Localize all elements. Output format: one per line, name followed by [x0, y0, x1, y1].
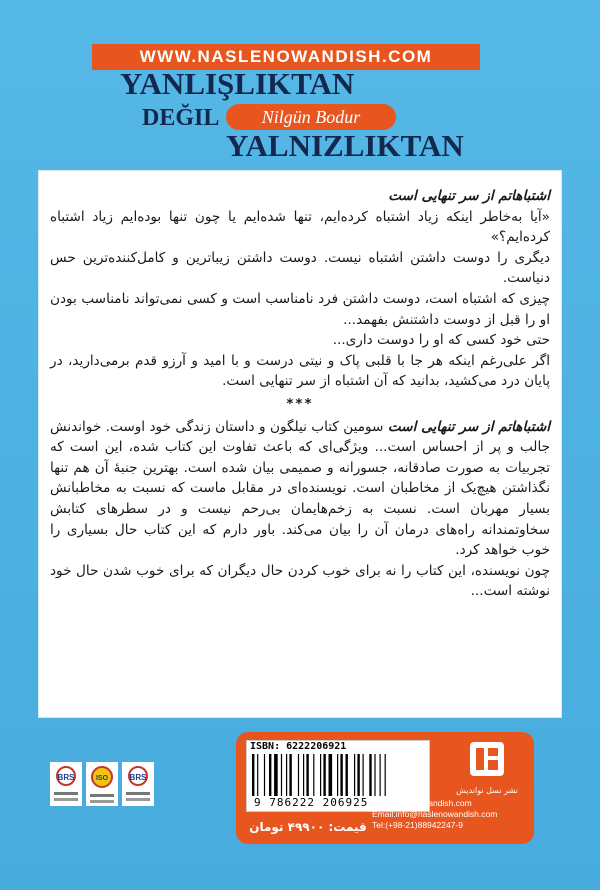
badge-1-label: BRS	[57, 773, 75, 782]
barcode-bar	[320, 754, 321, 796]
contact-info	[372, 798, 532, 831]
iso-certificate-badge-icon	[86, 762, 118, 806]
blurb-paragraph-1: «آیا به‌خاطر اینکه زیاد اشتباه کرده‌ایم، تنها شده‌ایم یا چون تنها بوده‌ایم زیاد اشتباه کرده‌ایم؟»	[50, 208, 550, 246]
contact-website: www.naslenowandish.com	[372, 798, 472, 808]
blurb-paragraph-2: دیگری را دوست داشتن اشتباه نیست. دوست داشتن زیباترین و کامل‌کننده‌ترین حس دنیاست.	[50, 249, 550, 287]
barcode-bar	[323, 754, 325, 796]
badge-3-label: BRS	[129, 773, 147, 782]
barcode-bar	[329, 754, 333, 796]
price-label: قیمت: ۴۹۹۰۰ تومان	[249, 820, 367, 834]
contact-phone: Tel:(+98-21)88942247-9	[372, 820, 463, 830]
isbn-label: ISBN: 6222206921	[250, 741, 347, 752]
barcode-bar	[264, 754, 265, 796]
barcode-bar	[298, 754, 299, 796]
barcode-bar	[281, 754, 282, 796]
barcode-bar	[313, 754, 314, 796]
barcode-bar	[274, 754, 278, 796]
separator: ***	[286, 395, 314, 412]
barcode-bar	[269, 754, 271, 796]
publisher-name: نشر نسل نواندیش	[456, 786, 518, 795]
author-name: Nilgün Bodur	[226, 104, 396, 130]
blurb-paragraph-6-text: سومین کتاب نیلگون و داستان زندگی خود اوست. خواندنش جالب و پر از احساس است... ویژگی‌ای که باعث تفاوت این کتاب شده، این است که تجربیات به صورت صادقانه، جسورانه و صمیمی بیان شده است. بهترین جنبهٔ آن هم تنها نگذاشتن هیچ‌یک از مخاطبان است. نویسنده‌ای در مقابل ماست که نسبت به مخاطبانش بسیار مهربان است. نسبت به زخم‌هایمان بی‌رحم نیست و در سطرهای کتابش سخاوتمندانه راه‌های درمان آن را بیان می‌کند. باور دارم که این کتاب حال بسیاری را خوب خواهد کرد.	[50, 418, 550, 559]
blurb-paragraph-3: چیزی که اشتباه است، دوست داشتن فرد نامناسب است و کسی نمی‌تواند نامناسب بودن او را قبل از دوست داشتنش بفهمد...	[50, 290, 550, 328]
barcode-bar	[374, 754, 375, 796]
barcode-bar	[303, 754, 304, 796]
barcode-bar	[354, 754, 355, 796]
contact-email: Email:info@naslenowandish.com	[372, 809, 498, 819]
barcode-bar	[369, 754, 371, 796]
barcode-bar	[380, 754, 381, 796]
title-line-3: YALNIZLIKTAN	[226, 128, 464, 163]
blurb-text	[50, 186, 550, 602]
website-banner: WWW.NASLENOWANDISH.COM	[92, 44, 480, 70]
blurb-paragraph-5: اگر علی‌رغم اینکه هر جا با قلبی پاک و نیتی درست و با امید و آرزو قدم برمی‌دارید، در پایان درد می‌کشید، بدانید که آن اشتباه از سر تنهایی است.	[50, 352, 550, 390]
title-line-2: DEĞIL	[142, 105, 220, 131]
barcode-bar	[357, 754, 359, 796]
barcode-bar	[289, 754, 291, 796]
blurb-paragraph-6	[50, 417, 550, 561]
barcode-bar	[252, 754, 254, 796]
blurb-paragraph-7: چون نویسنده، این کتاب را نه برای خوب کردن حال دیگران که برای خوب شدن حال خود نوشته است...	[50, 562, 550, 600]
barcode-bar	[363, 754, 364, 796]
title-line-1: YANLIŞLIKTAN	[120, 66, 355, 101]
barcode-number: 9 786222 206925	[254, 796, 369, 809]
barcode-bar	[286, 754, 287, 796]
blurb-heading: اشتباهاتم از سر تنهایی است	[388, 188, 550, 204]
badge-2-label: ISO	[95, 775, 109, 782]
brs-certificate-badge-2-icon	[122, 762, 154, 806]
brs-certificate-badge-icon	[50, 762, 82, 806]
barcode-bar	[257, 754, 258, 796]
barcode-bar	[306, 754, 308, 796]
book-title-inline: اشتباهاتم از سر تنهایی است	[387, 418, 550, 435]
barcode-icon	[250, 754, 426, 796]
barcode-bar	[346, 754, 348, 796]
blurb-paragraph-4: حتی خود کسی که او را دوست داری...	[332, 332, 550, 349]
barcode-bar	[385, 754, 386, 796]
barcode-bar	[337, 754, 338, 796]
barcode-bar	[340, 754, 342, 796]
